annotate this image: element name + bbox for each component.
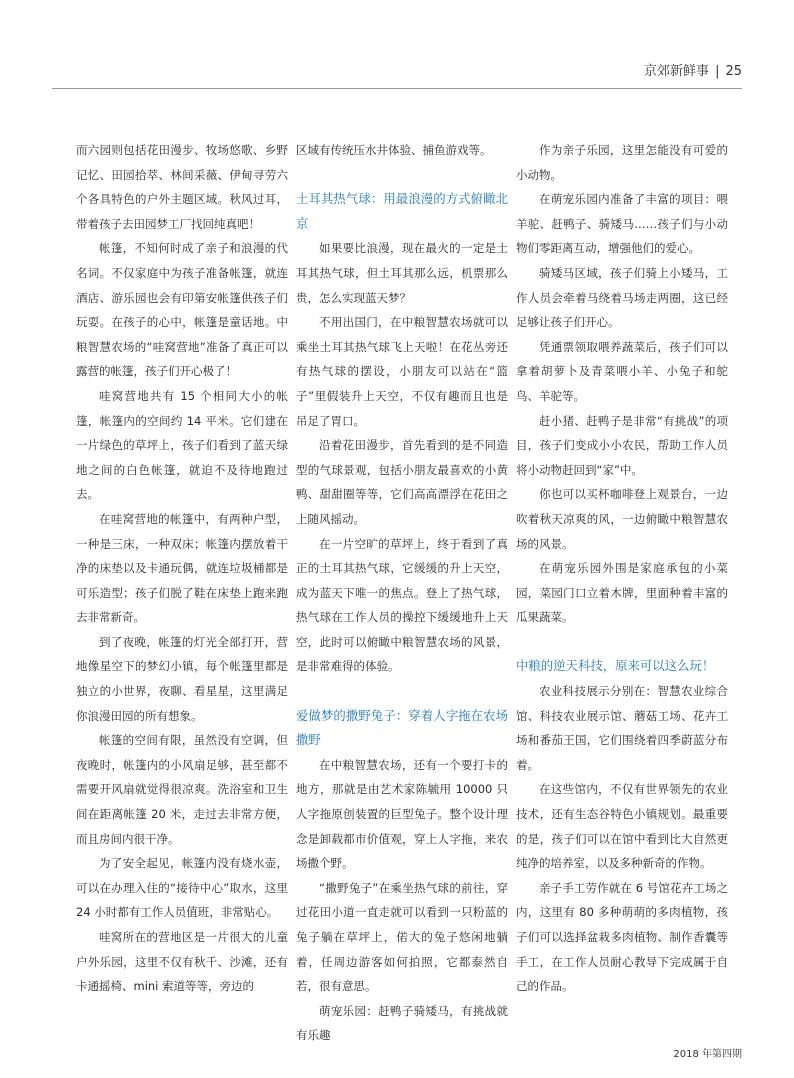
paragraph: 在萌宠乐园内准备了丰富的项目：喂羊驼、赶鸭子、骑矮马……孩子们与小动物们零距离互动，增强他们的爱心。	[516, 192, 728, 256]
paragraph: 而六园则包括花田漫步、牧场悠歌、乡野记忆、田园拾萃、林间采薇、伊甸寻劳六个各具特色的户外主题区域。秋风过耳，带着孩子去田园梦工厂找回纯真吧！	[76, 143, 288, 231]
page-number: 25	[725, 64, 742, 79]
column-3	[516, 138, 728, 999]
column-1	[76, 138, 288, 999]
paragraph: 骑矮马区域，孩子们骑上小矮马，工作人员会牵着马绕着马场走两圈，这已经足够让孩子们开心。	[516, 265, 728, 330]
paragraph: 不用出国门，在中粮智慧农场就可以乘坐土耳其热气球飞上天啦！在花丛旁还有热气球的摆设，小朋友可以站在“篮子”里假装升上天空，不仅有趣而且也是吊足了胃口。	[296, 315, 508, 428]
paragraph: 沿着花田漫步，首先看到的是不同造型的气球景观，包括小朋友最喜欢的小黄鸭、甜甜圈等等，它们高高漂浮在花田之上随风摇动。	[296, 438, 508, 526]
paragraph: 哇窝所在的营地区是一片很大的儿童户外乐园，这里不仅有秋千、沙滩，还有卡通摇椅、mini 索道等等，旁边的	[76, 930, 288, 994]
paragraph: 在一片空旷的草坪上，终于看到了真正的土耳其热气球，它缓缓的升上天空，成为蓝天下唯一的焦点。登上了热气球，热气球在工作人员的操控下缓缓地升上天空，此时可以俯瞰中粮智慧农场的风景，是非常难得的体验。	[296, 536, 508, 674]
spacer	[516, 630, 728, 655]
section-title: 京郊新鲜事	[644, 64, 710, 79]
header-rule	[52, 88, 742, 89]
paragraph: 区域有传统压水井体验、捕鱼游戏等。	[296, 143, 492, 157]
paragraph: 在哇窝营地的帐篷中，有两种户型，一种是三床，一种双床；帐篷内摆放着干净的床垫以及卡通玩偶，就连垃圾桶都是可乐造型；孩子们脱了鞋在床垫上跑来跑去非常新奇。	[76, 511, 288, 625]
paragraph: 萌宠乐园：赶鸭子骑矮马，有挑战就有乐趣	[296, 1003, 508, 1043]
paragraph: 帐篷的空间有限，虽然没有空调，但夜晚时，帐篷内的小风扇足够，甚至都不需要开风扇就觉得很凉爽。洗浴室和卫生间在距离帐篷 20 米，走过去非常方便，而且房间内很干净。	[76, 733, 288, 846]
paragraph: 亲子手工劳作就在 6 号馆花卉工场之内，这里有 80 多种萌萌的多肉植物，孩子们可以选择盆栽多肉植物、制作香囊等手工，在工作人员耐心教导下完成属于自己的作品。	[516, 880, 728, 994]
header-separator: |	[715, 64, 720, 79]
paragraph: “撒野兔子”在乘坐热气球的前往，穿过花田小道一直走就可以看到一只粉蓝的兔子躺在草坪上，偌大的兔子悠闲地躺着，任周边游客如何拍照，它都泰然自若，很有意思。	[296, 880, 508, 994]
paragraph: 为了安全起见，帐篷内没有烧水壶，可以在办理入住的“接待中心”取水，这里 24 小时都有工作人员值班，非常贴心。	[76, 856, 288, 920]
paragraph: 凭通票领取喂养蔬菜后，孩子们可以拿着胡萝卜及青菜喂小羊、小兔子和鸵鸟、羊驼等。	[516, 339, 728, 403]
paragraph: 如果要比浪漫，现在最火的一定是土耳其热气球，但土耳其那么远，机票那么贵，怎么实现蓝天梦？	[296, 241, 508, 305]
paragraph: 农业科技展示分别在：智慧农业综合馆、科技农业展示馆、蘑菇工场、花卉工场和番茄王国，它们围绕着四季蔚蓝分布着。	[516, 684, 728, 772]
paragraph: 帐篷，不知何时成了亲子和浪漫的代名词。不仅家庭中为孩子准备帐篷，就连酒店、游乐园也会有印第安帐篷供孩子们玩耍。在孩子的心中，帐篷是童话地。中粮智慧农场的“哇窝营地”准备了真正可以露营的帐篷，孩子们开心极了！	[76, 241, 288, 379]
paragraph: 你也可以买杯咖啡登上观景台，一边吹着秋天凉爽的风，一边俯瞰中粮智慧农场的风景。	[516, 487, 728, 551]
paragraph: 在这些馆内，不仅有世界领先的农业技术，还有生态谷特色小镇规划。最重要的是，孩子们可以在馆中看到比大自然更纯净的培养室，以及多种新奇的作物。	[516, 782, 728, 871]
column-2	[296, 138, 508, 1048]
paragraph: 赶小猪、赶鸭子是非常“有挑战”的项目，孩子们变成小小农民，帮助工作人员将小动物赶回到“家”中。	[516, 413, 728, 477]
paragraph: 到了夜晚，帐篷的灯光全部打开，营地像星空下的梦幻小镇，每个帐篷里都是独立的小世界，夜聊、看星星，这里满足你浪漫田园的所有想象。	[76, 634, 288, 723]
paragraph: 在中粮智慧农场，还有一个要打卡的地方，那就是由艺术家陈毓用 10000 只人字拖原创装置的巨型兔子。整个设计理念是卸载都市价值观，穿上人字拖，来农场撒个野。	[296, 757, 508, 871]
section-heading: 爱做梦的撒野兔子：穿着人字拖在农场撒野	[296, 707, 508, 748]
spacer	[296, 679, 508, 704]
paragraph: 哇窝营地共有 15 个相同大小的帐篷，帐篷内的空间约 14 平米。它们建在一片绿色的草坪上，孩子们看到了蓝天绿地之间的白色帐篷，就迫不及待地跑过去。	[76, 388, 288, 502]
section-heading: 土耳其热气球：用最浪漫的方式俯瞰北京	[296, 191, 508, 231]
issue-footer: 2018 年第四期	[673, 1049, 742, 1060]
paragraph: 作为亲子乐园，这里怎能没有可爱的小动物。	[516, 143, 728, 182]
section-heading: 中粮的逆天科技，原来可以这么玩！	[516, 658, 715, 674]
page-header	[644, 60, 742, 79]
paragraph: 在萌宠乐园外围是家庭承包的小菜园，菜园门口立着木牌，里面种着丰富的瓜果蔬菜。	[516, 561, 728, 625]
spacer	[296, 163, 508, 188]
